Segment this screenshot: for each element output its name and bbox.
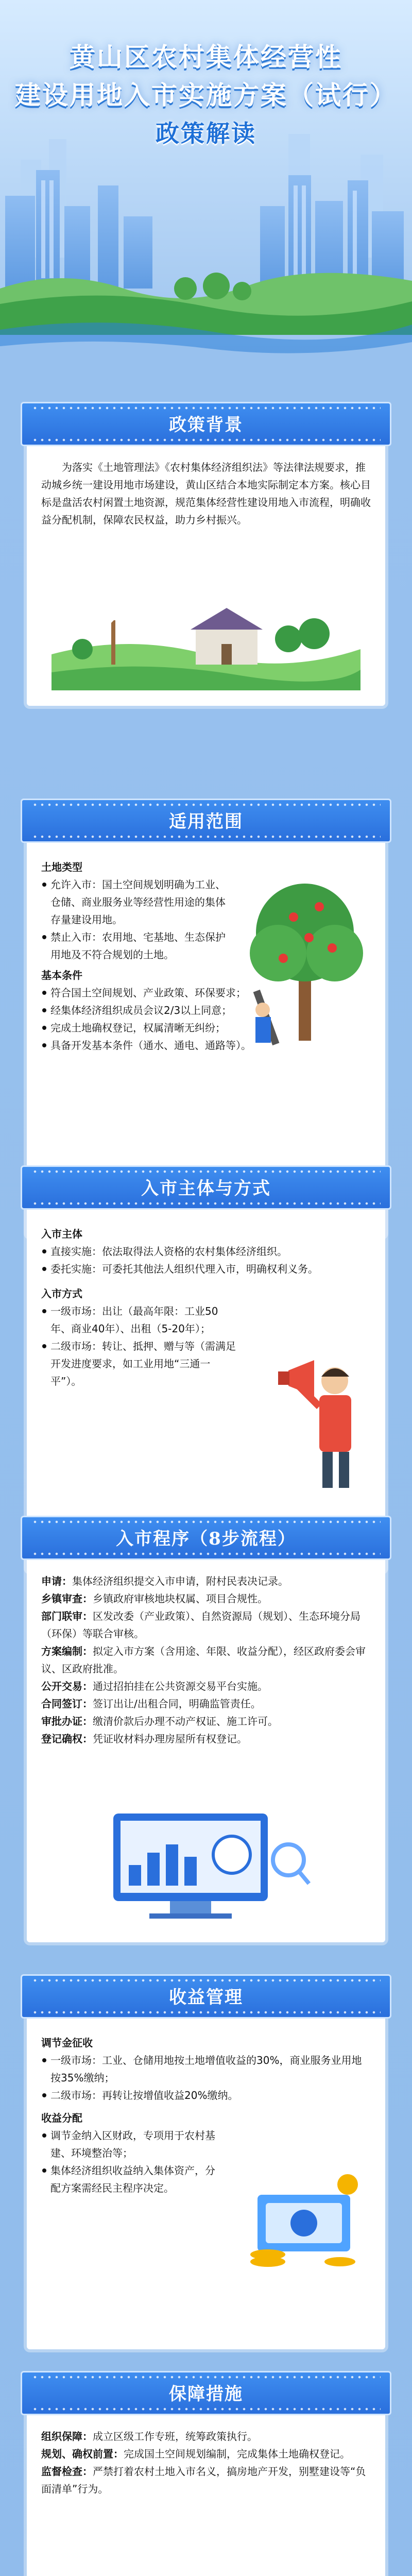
hero-banner bbox=[0, 0, 412, 361]
entities-subject-heading: 入市主体 bbox=[41, 1228, 82, 1240]
entities-method-heading: 入市方式 bbox=[41, 1287, 82, 1300]
revenue-finance-item: 调节金纳入区财政，专项用于农村基建、环境整治等； bbox=[41, 2127, 221, 2162]
entities-secondary-market-item: 二级市场：转让、抵押、赠与等（需满足开发进度要求，如工业用地“三通一平”）。 bbox=[41, 1337, 237, 1390]
background-text: 为落实《土地管理法》《农村集体经济组织法》等法律法规要求，推动城乡统一建设用地市场建设，黄山区结合本地实际制定本方案。核心目标是盘活农村闲置土地资源，规范集体经营性建设用地入市流程，明确收益分配机制，保障农民权益，助力乡村振兴。 bbox=[41, 461, 371, 526]
tree-illustration bbox=[242, 871, 371, 1056]
scope-conditions-heading: 基本条件 bbox=[41, 969, 82, 981]
entities-primary-market-item: 一级市场：出让（最高年限：工业50年、商业40年）、出租（5-20年）； bbox=[41, 1302, 237, 1337]
section-banner-safeguards bbox=[21, 2371, 391, 2415]
procedure-step: 申请：集体经济组织提交入市申请，附村民表决记录。 bbox=[41, 1575, 288, 1587]
scope-condition-item: 经集体经济组织成员会议2/3以上同意； bbox=[41, 1002, 371, 1019]
section-banner-entities bbox=[21, 1165, 391, 1210]
scope-forbidden-item: 禁止入市：农用地、宅基地、生态保护用地及不符合规划的土地。 bbox=[41, 928, 227, 963]
farm-illustration bbox=[52, 577, 360, 690]
safeguard-item: 监督检查：严禁打着农村土地入市名义，搞房地产开发，别墅建设等“负面清单”行为。 bbox=[41, 2465, 366, 2495]
money-illustration bbox=[237, 2164, 371, 2277]
scope-condition-item: 具备开发基本条件（通水、通电、通路等）。 bbox=[41, 1037, 371, 1054]
section-title-entities: 入市主体与方式 bbox=[141, 1178, 271, 1199]
entities-entrust-item: 委托实施：可委托其他法人组织代理入市，明确权利义务。 bbox=[41, 1260, 371, 1278]
revenue-distribution-heading: 收益分配 bbox=[41, 2112, 82, 2124]
safeguard-item: 规划、确权前置：完成国土空间规划编制，完成集体土地确权登记。 bbox=[41, 2448, 350, 2460]
revenue-collective-item: 集体经济组织收益纳入集体资产，分配方案需经民主程序决定。 bbox=[41, 2162, 221, 2197]
section-procedure-body bbox=[41, 1572, 371, 1748]
section-title-scope: 适用范围 bbox=[169, 811, 243, 832]
scope-condition-item: 符合国土空间规划、产业政策、环保要求； bbox=[41, 984, 371, 1002]
computer-illustration bbox=[93, 1803, 319, 1927]
scope-allowed-item: 允许入市：国土空间规划明确为工业、仓储、商业服务业等经营性用途的集体存量建设用地。 bbox=[41, 876, 227, 928]
hero-title-line1: 黄山区农村集体经营性 bbox=[70, 42, 342, 72]
section-banner-background bbox=[21, 402, 391, 446]
hero-title bbox=[0, 38, 412, 152]
procedure-step: 公开交易：通过招拍挂在公共资源交易平台实施。 bbox=[41, 1680, 268, 1692]
scope-condition-item: 完成土地确权登记，权属清晰无纠纷； bbox=[41, 1019, 371, 1037]
section-banner-procedure bbox=[21, 1516, 391, 1560]
section-background-body bbox=[41, 459, 371, 529]
hero-title-line2: 建设用地入市实施方案（试行） bbox=[15, 80, 397, 110]
revenue-primary-item: 一级市场：工业、仓储用地按土地增值收益的30%，商业服务业用地按35%缴纳； bbox=[41, 2052, 371, 2087]
section-title-revenue: 收益管理 bbox=[169, 1987, 243, 2008]
procedure-step: 方案编制：拟定入市方案（含用途、年限、收益分配），经区政府委会审议、区政府批准。 bbox=[41, 1645, 366, 1675]
section-banner-revenue bbox=[21, 1974, 391, 2019]
section-title-procedure: 入市程序（8步流程） bbox=[116, 1529, 296, 1549]
scope-land-type-heading: 土地类型 bbox=[41, 861, 82, 873]
procedure-step: 登记确权：凭证收材料办理房屋所有权登记。 bbox=[41, 1733, 247, 1745]
entities-direct-item: 直接实施：依法取得法人资格的农村集体经济组织。 bbox=[41, 1243, 371, 1260]
procedure-step: 部门联审：区发改委（产业政策）、自然资源局（规划）、生态环境分局（环保）等联合审核。 bbox=[41, 1610, 360, 1640]
safeguard-item: 组织保障：成立区级工作专班，统筹政策执行。 bbox=[41, 2430, 258, 2443]
revenue-fee-heading: 调节金征收 bbox=[41, 2037, 93, 2049]
hero-title-line3: 政策解读 bbox=[156, 120, 256, 147]
procedure-step: 审批办证：缴清价款后办理不动产权证、施工许可。 bbox=[41, 1715, 278, 1727]
section-title-background: 政策背景 bbox=[169, 415, 243, 435]
procedure-step: 乡镇审查：乡镇政府审核地块权属、项目合规性。 bbox=[41, 1592, 268, 1605]
section-safeguards-body bbox=[41, 2428, 371, 2498]
section-banner-scope bbox=[21, 799, 391, 843]
procedure-step: 合同签订：签订出让/出租合同，明确监管责任。 bbox=[41, 1698, 261, 1710]
revenue-secondary-item: 二级市场：再转让按增值收益20%缴纳。 bbox=[41, 2087, 371, 2104]
presenter-illustration bbox=[258, 1350, 376, 1494]
section-title-safeguards: 保障措施 bbox=[169, 2384, 243, 2404]
